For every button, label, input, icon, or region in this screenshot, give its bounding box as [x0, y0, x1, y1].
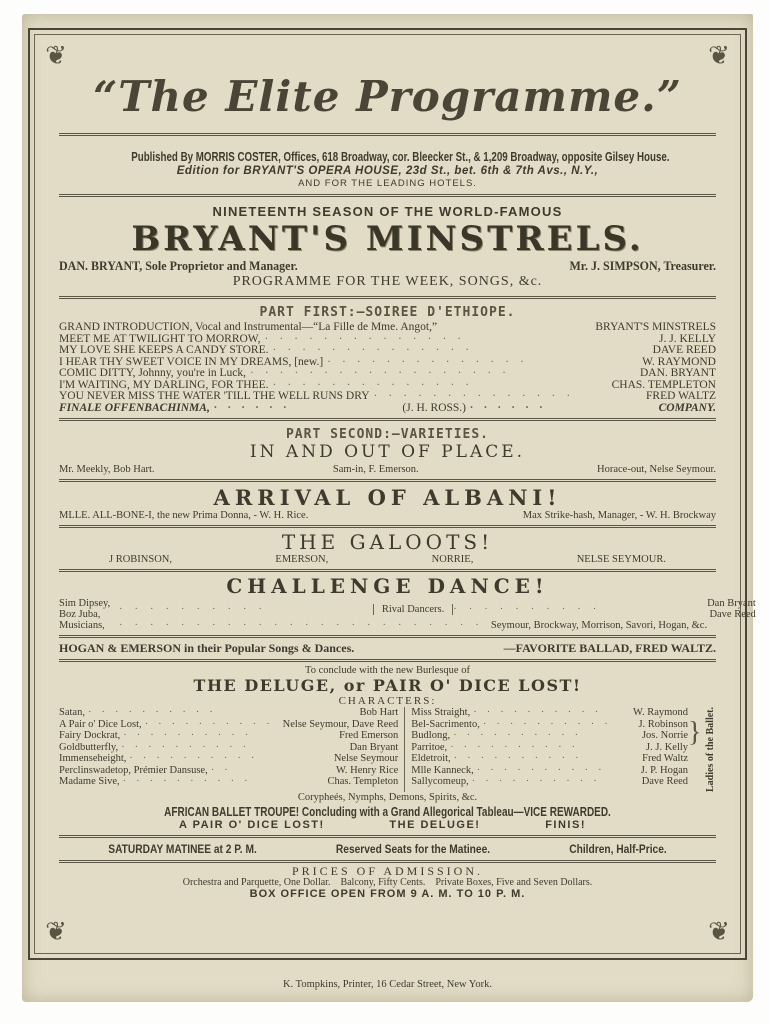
ensemble-line: Corypheés, Nymphs, Demons, Spirits, &c.	[297, 792, 478, 803]
inner-border	[34, 34, 756, 954]
albani-cast: MLLE. ALL-BONE-I, the new Prima Donna, - W. H. Rice. Max Strike-hash, Manager, - W. H. Brockway	[59, 510, 716, 521]
characters-right	[411, 707, 716, 792]
character-row: Madame Sive, ·········· Chas. Templeton	[59, 776, 399, 787]
leading-hotels-line: AND FOR THE LEADING HOTELS.	[298, 178, 477, 189]
corner-ornament-icon: ❦	[708, 917, 730, 947]
list-item: YOU NEVER MISS THE WATER 'TILL THE WELL RUNS DRY ·············· FRED WALTZ	[59, 390, 716, 402]
rival-dancers-label: Rival Dancers.	[373, 604, 453, 615]
character-row: Immenseheight, ·········· Nelse Seymour	[59, 753, 399, 764]
characters-left	[59, 707, 398, 792]
divider	[59, 569, 716, 572]
albani-heading: ARRIVAL OF ALBANI!	[213, 485, 562, 510]
season-line: NINETEENTH SEASON OF THE WORLD-FAMOUS	[212, 204, 563, 219]
character-row: Eldetroit, ·········· Fred Waltz	[411, 753, 689, 764]
company-name: BRYANT'S MINSTRELS.	[131, 219, 644, 259]
divider	[59, 418, 716, 421]
treasurer: Mr. J. SIMPSON, Treasurer.	[569, 258, 716, 274]
finale-row: A PAIR O' DICE LOST! THE DELUGE! FINIS!	[179, 819, 586, 831]
printer-credit: K. Tompkins, Printer, 16 Cedar Street, New York.	[283, 979, 492, 990]
burlesque-intro: To conclude with the new Burlesque of	[305, 665, 470, 676]
list-item: FINALE OFFENBACHINMA, ······ (J. H. ROSS.) ······ COMPANY.	[59, 401, 717, 414]
matinee-row: SATURDAY MATINEE at 2 P. M. Reserved Seats for the Matinee. Children, Half-Price.	[108, 842, 667, 856]
list-item: COMIC DITTY, Johnny, you're in Luck, ·················· DAN. BRYANT	[59, 367, 716, 379]
characters-label: CHARACTERS:	[338, 695, 437, 707]
divider	[59, 479, 716, 482]
character-row: Budlong, ·········· Jos. Norrie	[411, 730, 689, 741]
part-second-heading: PART SECOND:—VARIETIES.	[285, 427, 489, 442]
troupe-line: AFRICAN BALLET TROUPE! Concluding with a Grand Allegorical Tableau—VICE REWARDED.	[164, 805, 611, 819]
corner-ornament-icon: ❦	[708, 41, 730, 71]
character-row: Bel-Sacrimento, ·········· J. Robinson	[411, 718, 689, 730]
proprietor: DAN. BRYANT, Sole Proprietor and Manager.	[59, 258, 298, 274]
burlesque-title: THE DELUGE, or PAIR O' DICE LOST!	[193, 676, 582, 695]
outer-border	[28, 28, 756, 960]
box-office-hours: BOX OFFICE OPEN FROM 9 A. M. TO 10 P. M.	[249, 888, 526, 900]
divider	[59, 194, 716, 197]
character-row: Satan, ·········· Bob Hart	[59, 707, 399, 718]
edition-line: Edition for BRYANT'S OPERA HOUSE, 23d St., bet. 6th & 7th Avs., N.Y.,	[176, 165, 599, 177]
divider	[59, 525, 716, 528]
list-item: MY LOVE SHE KEEPS A CANDY STORE. ·············· DAVE REED	[59, 344, 716, 356]
challenge-cast: Sim Dipsey, Boz Juba, Musicians, ·········· Rival Dancers. ·········· ························ Seymour, Brockway, Morrison, Savori, Hogan, &c. Dan Bryant Dave Reed	[59, 598, 756, 631]
specialty-row: HOGAN & EMERSON in their Popular Songs & Dances. —FAVORITE BALLAD, FRED WALTZ.	[59, 641, 716, 655]
sketch-cast: Mr. Meekly, Bob Hart. Sam-in, F. Emerson. Horace-out, Nelse Seymour.	[59, 464, 716, 475]
character-row: Fairy Dockrat, ·········· Fred Emerson	[59, 730, 399, 741]
list-item: MEET ME AT TWILIGHT TO MORROW, ·············· J. J. KELLY	[59, 332, 716, 345]
ballet-label: Ladies of the Ballet.	[704, 707, 716, 792]
characters-table	[59, 707, 716, 792]
programme-subtitle: PROGRAMME FOR THE WEEK, SONGS, &c.	[232, 274, 543, 289]
character-row: Miss Straight, ·········· W. Raymond	[411, 707, 689, 718]
character-row: Parritoe, ·········· J. J. Kelly	[411, 741, 689, 753]
list-item: I'M WAITING, MY DARLING, FOR THEE. ·············· CHAS. TEMPLETON	[59, 378, 716, 391]
divider	[59, 659, 716, 662]
character-row: A Pair o' Dice Lost, ·········· Nelse Seymour, Dave Reed	[59, 718, 399, 730]
admission-prices: Orchestra and Parquette, One Dollar. Balcony, Fifty Cents. Private Boxes, Five and Seven Dollars.	[182, 877, 593, 888]
publisher-line: Published By MORRIS COSTER, Offices, 618 Broadway, cor. Bleecker St., & 1,209 Broadway, opposite Gilsey House.	[131, 150, 670, 164]
list-item: GRAND INTRODUCTION, Vocal and Instrumental—“La Fille de Mme. Angot,” BRYANT'S MINSTRELS	[59, 321, 716, 333]
character-row: Mlle Kanneck, ·········· J. P. Hogan	[411, 764, 689, 776]
column-divider	[404, 707, 405, 792]
divider	[59, 860, 716, 863]
list-item: I HEAR THY SWEET VOICE IN MY DREAMS, [new.] ·············· W. RAYMOND	[59, 355, 716, 368]
galoots-cast: J ROBINSON, EMERSON, NORRIE, NELSE SEYMOUR.	[109, 554, 666, 565]
ballet-bracket	[688, 707, 716, 792]
playbill-paper	[22, 14, 756, 1002]
corner-ornament-icon: ❦	[45, 41, 67, 71]
programme-title: “The Elite Programme.”	[93, 72, 682, 121]
part-first-list	[59, 322, 716, 414]
programme-content	[59, 35, 756, 900]
character-row: Goldbutterfly, ·········· Dan Bryant	[59, 741, 399, 753]
character-row: Perclinswadetop, Prémier Dansuse, ·· W. Henry Rice	[59, 764, 399, 776]
divider	[59, 296, 716, 299]
challenge-heading: CHALLENGE DANCE!	[226, 574, 549, 598]
divider	[59, 133, 716, 136]
character-row: Sallycomeup, ·········· Dave Reed	[411, 776, 689, 787]
part-first-heading: PART FIRST:—SOIREE D'ETHIOPE.	[259, 305, 516, 320]
management-row	[59, 259, 716, 275]
brace-icon: }	[688, 717, 702, 748]
corner-ornament-icon: ❦	[45, 917, 67, 947]
galoots-heading: THE GALOOTS!	[281, 530, 494, 554]
admission-heading: PRICES OF ADMISSION.	[291, 864, 484, 878]
sketch-title: IN AND OUT OF PLACE.	[249, 442, 526, 462]
